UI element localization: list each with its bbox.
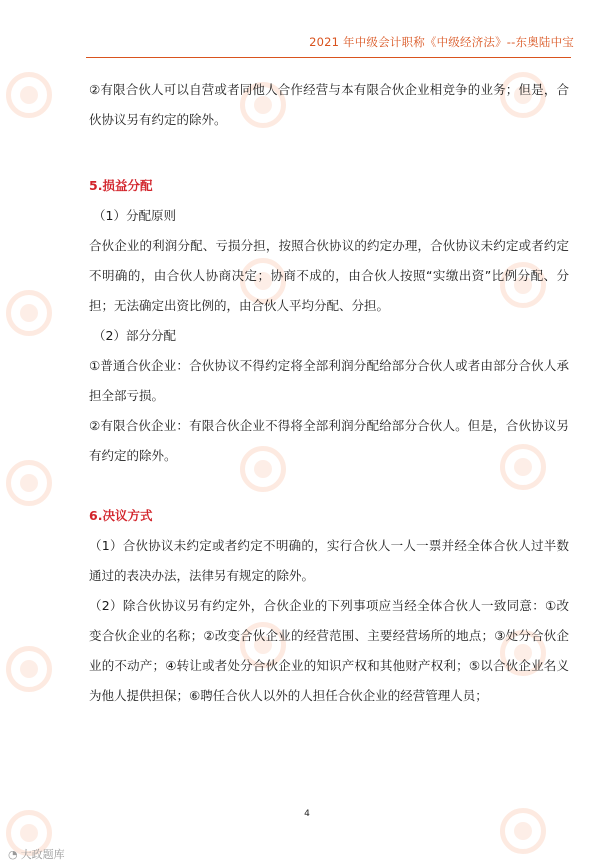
document-body xyxy=(89,75,569,711)
watermark-logo-icon xyxy=(6,460,52,506)
watermark-logo-icon xyxy=(6,646,52,692)
subheading: （2）部分分配 xyxy=(93,328,176,343)
footer-logo-text: 大政题库 xyxy=(20,848,65,861)
paragraph: （2）除合伙协议另有约定外，合伙企业的下列事项应当经全体合伙人一致同意：①改变合伙企业的名称；②改变合伙企业的经营范围、主要经营场所的地点；③处分合伙企业的不动产；④转让或者处分合伙企业的知识产权和其他财产权利；⑤以合伙企业名义为他人提供担保；⑥聘任合伙人以外的人担任合伙企业的经营管理人员； xyxy=(89,598,569,703)
footer-logo xyxy=(8,846,65,862)
page-number: 4 xyxy=(304,809,310,819)
subheading: （1）分配原则 xyxy=(93,208,176,223)
page-header-title: 2021 年中级会计职称《中级经济法》--东奥陆中宝 xyxy=(309,35,574,49)
logo-icon: ◔ xyxy=(8,847,18,861)
watermark-logo-icon xyxy=(6,290,52,336)
paragraph: 合伙企业的利润分配、亏损分担，按照合伙协议的约定办理，合伙协议未约定或者约定不明确的，由合伙人协商决定；协商不成的，由合伙人按照“实缴出资”比例分配、分担；无法确定出资比例的，由合伙人平均分配、分担。 xyxy=(89,238,569,313)
section-heading-6: 6.决议方式 xyxy=(89,508,153,523)
paragraph: （1）合伙协议未约定或者约定不明确的，实行合伙人一人一票并经全体合伙人过半数通过的表决办法，法律另有规定的除外。 xyxy=(89,538,569,583)
paragraph: ①普通合伙企业：合伙协议不得约定将全部利润分配给部分合伙人或者由部分合伙人承担全部亏损。 xyxy=(89,358,569,403)
paragraph: ②有限合伙企业：有限合伙企业不得将全部利润分配给部分合伙人。但是，合伙协议另有约定的除外。 xyxy=(89,418,569,463)
header-divider xyxy=(86,57,571,58)
paragraph: ②有限合伙人可以自营或者同他人合作经营与本有限合伙企业相竞争的业务；但是，合伙协议另有约定的除外。 xyxy=(89,82,569,127)
section-heading-5: 5.损益分配 xyxy=(89,178,153,193)
watermark-logo-icon xyxy=(6,72,52,118)
